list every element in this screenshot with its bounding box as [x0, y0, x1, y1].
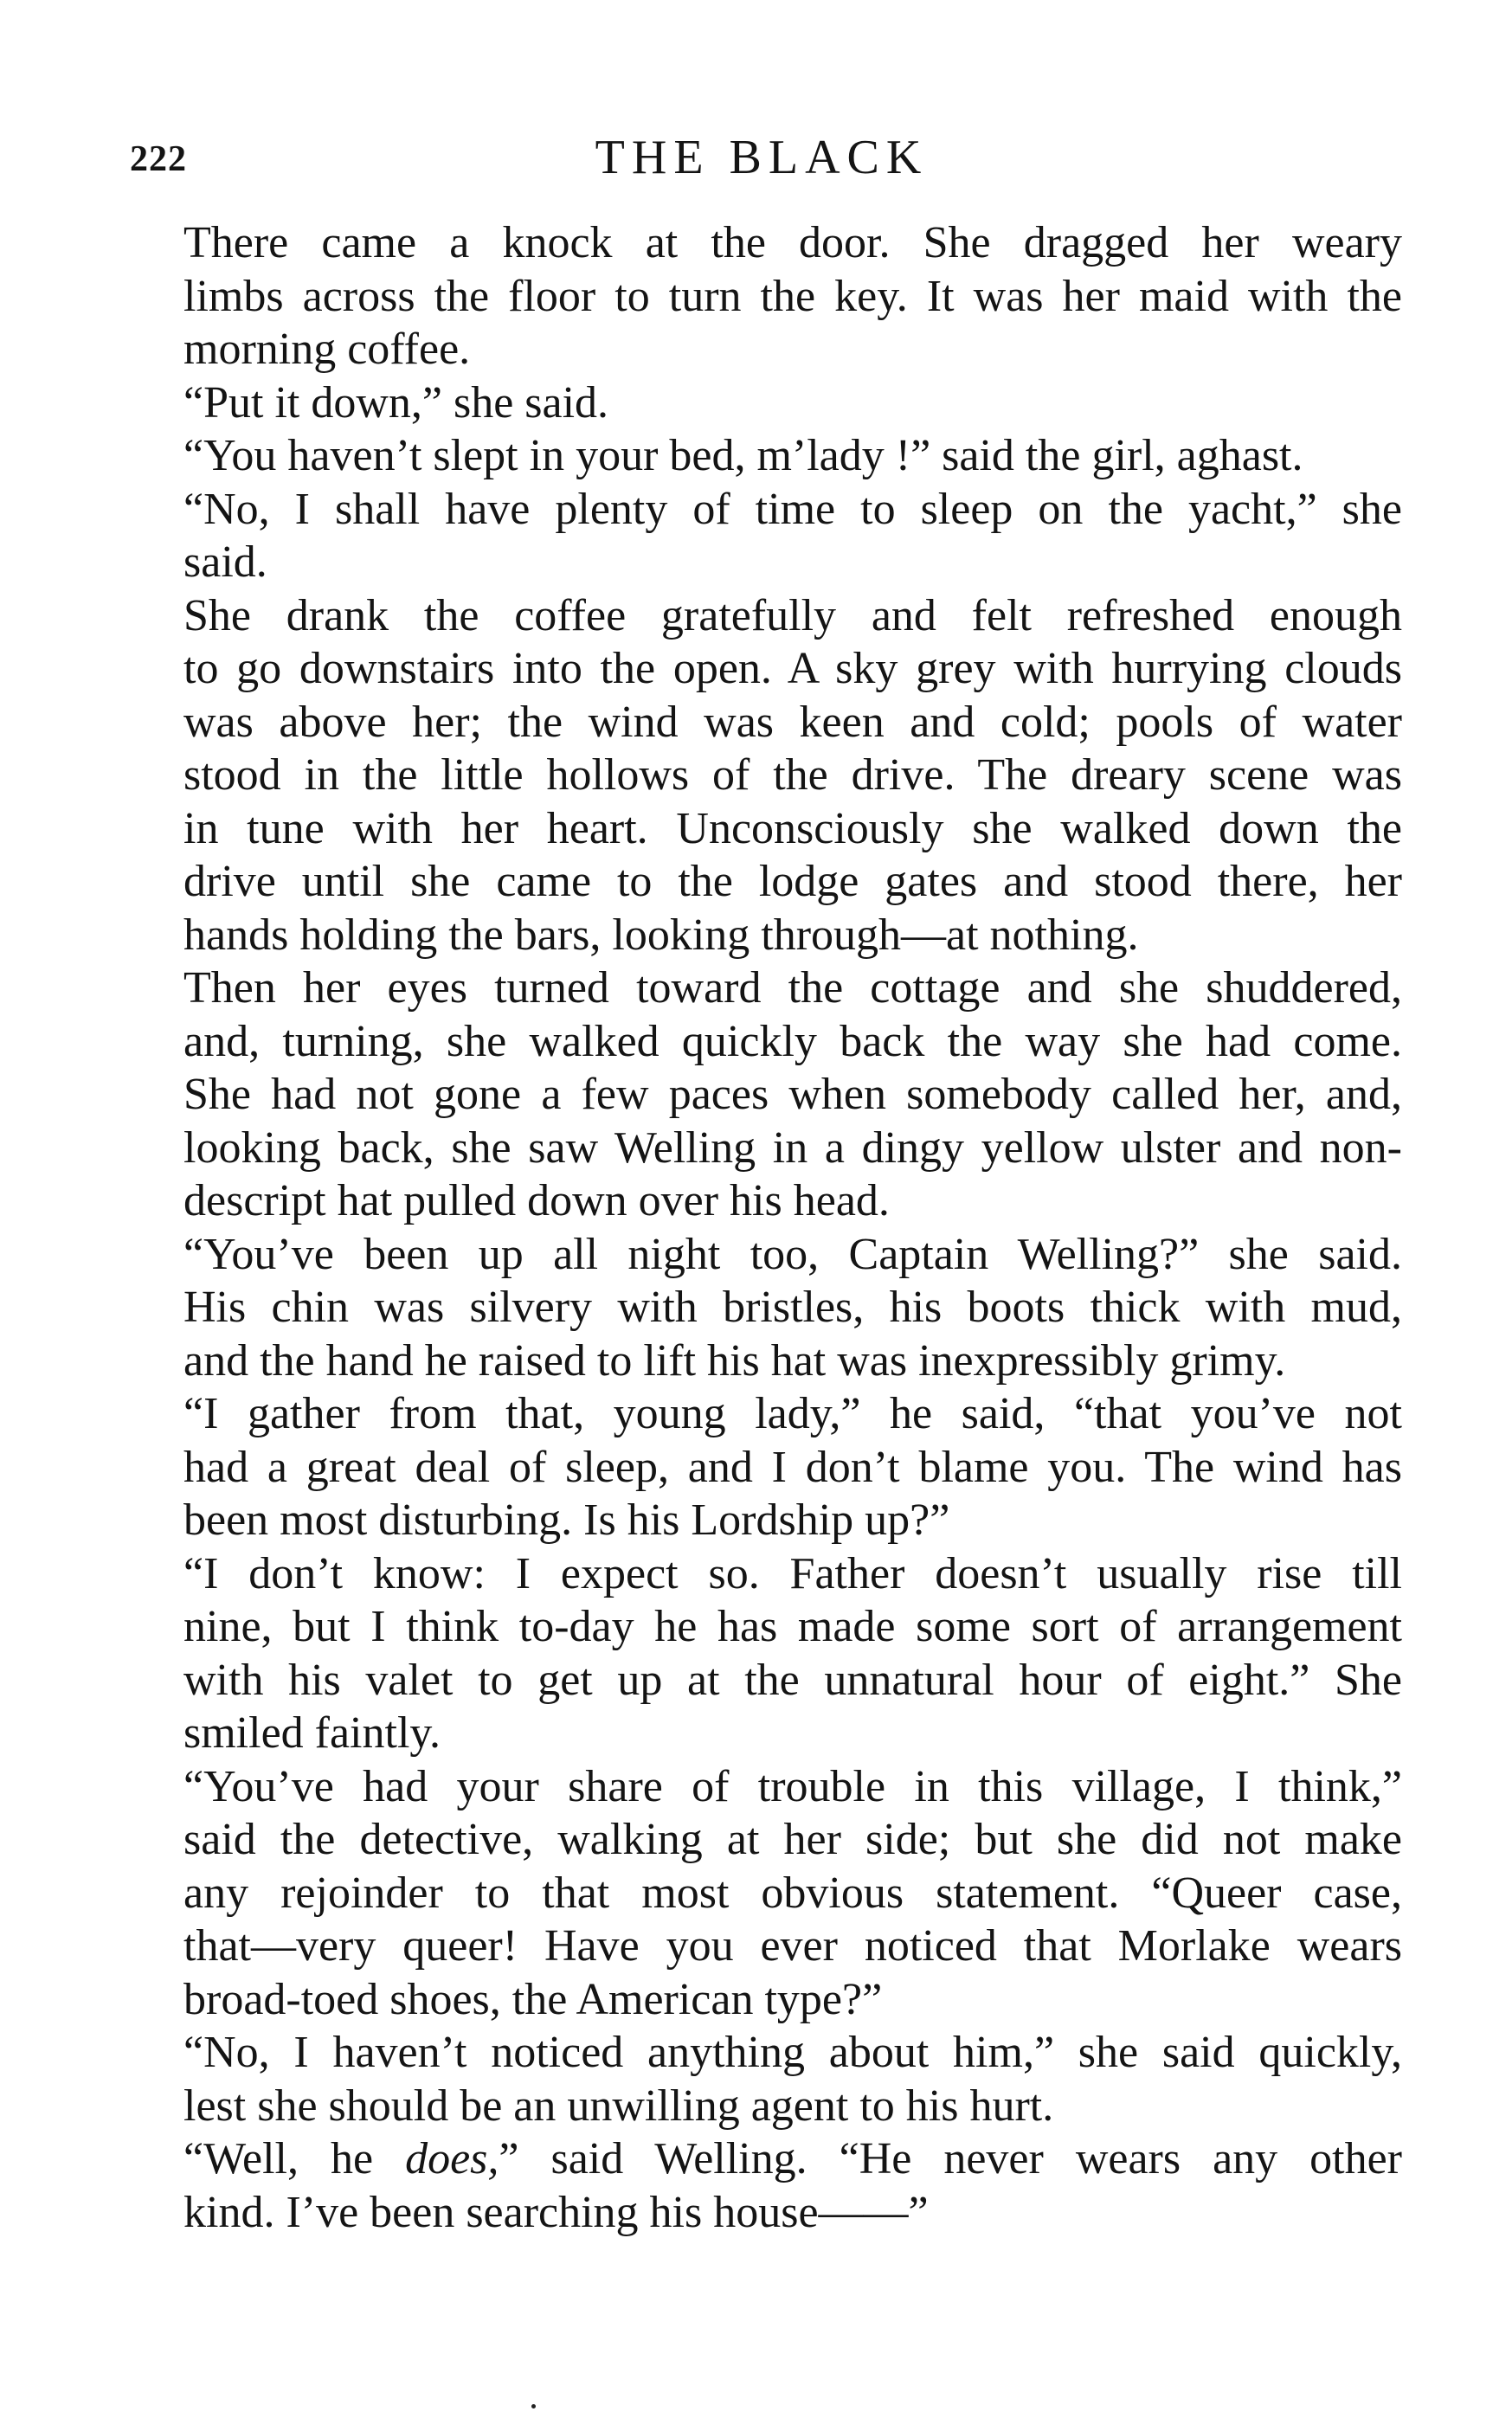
paragraph	[130, 1228, 1402, 1388]
paragraph	[130, 216, 1402, 376]
text-line: said.	[183, 537, 267, 587]
text-line: drive until she came to the lodge gates and stood there, her	[183, 857, 1402, 906]
text-line: “You haven’t slept in your bed, m’lady !” said the girl, aghast.	[183, 431, 1303, 480]
emphasis-text: does,	[405, 2134, 499, 2183]
page-header	[130, 130, 1393, 190]
text-line: been most disturbing. Is his Lordship up?”	[183, 1495, 950, 1545]
text-line: and the hand he raised to lift his hat was inexpressibly grimy.	[183, 1335, 1286, 1386]
text-line	[130, 2132, 1402, 2186]
text-line: broad-toed shoes, the American type?”	[183, 1974, 883, 2024]
paragraph	[130, 589, 1402, 962]
paragraph	[130, 429, 1402, 483]
text-line: and, turning, she walked quickly back the way she had come.	[183, 1016, 1402, 1066]
text-line: “I don’t know: I expect so. Father doesn’t usually rise till	[183, 1548, 1402, 1598]
paragraph	[130, 483, 1402, 589]
text-line: “I gather from that, young lady,” he said, “that you’ve not	[183, 1389, 1402, 1438]
text-line: nine, but I think to-day he has made some sort of arrangement	[183, 1602, 1402, 1651]
text-line: “No, I haven’t noticed anything about him,” she said quickly,	[183, 2028, 1402, 2077]
text-line: His chin was silvery with bristles, his boots thick with mud,	[183, 1283, 1402, 1332]
text-line: She had not gone a few paces when somebody called her, and,	[183, 1070, 1402, 1119]
paragraph	[130, 1387, 1402, 1547]
running-head: THE BLACK	[595, 131, 929, 184]
text-line: kind. I’ve been searching his house——”	[183, 2187, 929, 2237]
text-line: in tune with her heart. Unconsciously she walked down the	[183, 803, 1402, 853]
paragraph	[130, 961, 1402, 1228]
text-line: “No, I shall have plenty of time to sleep on the yacht,” she	[183, 484, 1402, 534]
text-line: There came a knock at the door. She dragged her weary	[183, 218, 1402, 267]
text-line: “Put it down,” she said.	[183, 377, 609, 428]
text-line: limbs across the floor to turn the key. It was her maid with the	[183, 271, 1402, 321]
paragraph	[130, 376, 1402, 430]
text-line: smiled faintly.	[183, 1708, 441, 1758]
text-line: to go downstairs into the open. A sky grey with hurrying clouds	[183, 644, 1402, 693]
page-number: 222	[130, 139, 187, 179]
text-line: hands holding the bars, looking through—at nothing.	[183, 910, 1139, 960]
text-line: with his valet to get up at the unnatural hour of eight.” She	[183, 1655, 1402, 1705]
page-speck	[531, 2404, 536, 2408]
text-line: “You’ve been up all night too, Captain Welling?” she said.	[183, 1229, 1402, 1279]
text-line: stood in the little hollows of the drive. The dreary scene was	[183, 750, 1402, 800]
text-line: “You’ve had your share of trouble in this village, I think,”	[183, 1761, 1402, 1811]
text-line: that—very queer! Have you ever noticed that Morlake wears	[183, 1921, 1402, 1971]
text-line: descript hat pulled down over his head.	[183, 1176, 890, 1225]
text-line: said the detective, walking at her side; but she did not make	[183, 1815, 1402, 1864]
text-line: had a great deal of sleep, and I don’t blame you. The wind has	[183, 1442, 1402, 1492]
paragraph	[130, 2132, 1402, 2239]
text-line: morning coffee.	[183, 325, 471, 374]
text-line: She drank the coffee gratefully and felt refreshed enough	[183, 590, 1402, 640]
text-segment: ” said Welling. “He never wears any other	[499, 2134, 1402, 2183]
text-line: was above her; the wind was keen and cold; pools of water	[183, 697, 1402, 747]
text-line: any rejoinder to that most obvious statement. “Queer case,	[183, 1868, 1402, 1918]
text-line: Then her eyes turned toward the cottage and she shuddered,	[183, 963, 1402, 1013]
text-segment: “Well, he	[183, 2134, 406, 2183]
paragraph	[130, 1547, 1402, 1760]
paragraph	[130, 2026, 1402, 2132]
body-text	[130, 216, 1402, 2239]
text-line: looking back, she saw Welling in a dingy yellow ulster and non-	[183, 1122, 1402, 1173]
text-line: lest she should be an unwilling agent to his hurt.	[183, 2080, 1054, 2131]
paragraph	[130, 1760, 1402, 2027]
